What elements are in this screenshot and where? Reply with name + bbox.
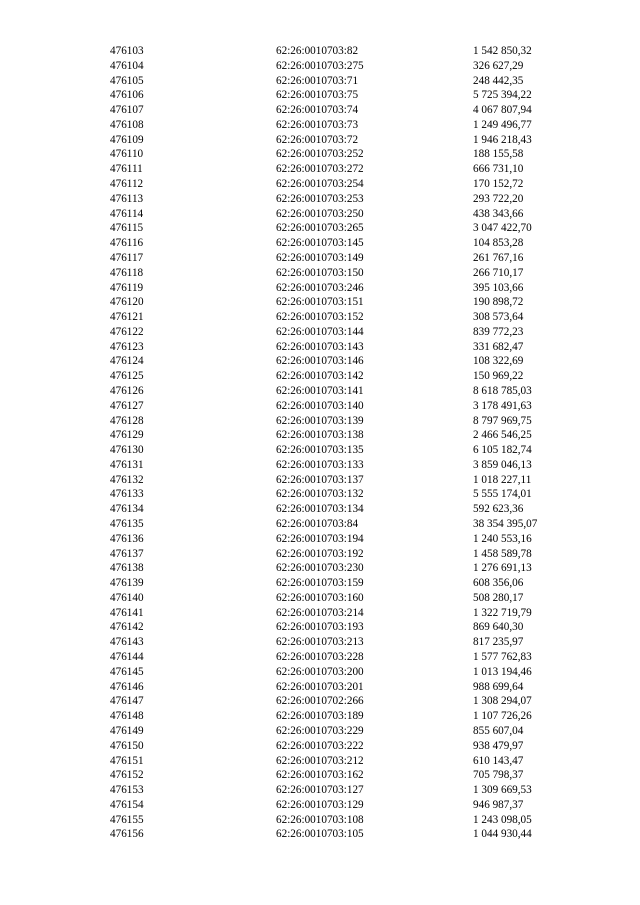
- record-number-cell: 476104: [110, 59, 144, 72]
- record-number-cell: 476122: [110, 325, 144, 338]
- table-row: [0, 473, 640, 488]
- cadastral-number-cell: 62:26:0010703:201: [276, 680, 364, 693]
- cadastral-value-cell: 3 047 422,70: [473, 222, 532, 235]
- cadastral-number-cell: 62:26:0010703:143: [276, 340, 364, 353]
- table-row: [0, 428, 640, 443]
- record-number-cell: 476152: [110, 769, 144, 782]
- cadastral-value-cell: 108 322,69: [473, 355, 524, 368]
- cadastral-value-cell: 817 235,97: [473, 636, 524, 649]
- cadastral-number-cell: 62:26:0010703:214: [276, 606, 364, 619]
- record-number-cell: 476153: [110, 784, 144, 797]
- record-number-cell: 476108: [110, 118, 144, 131]
- cadastral-value-cell: 1 458 589,78: [473, 547, 532, 560]
- cadastral-value-cell: 190 898,72: [473, 296, 524, 309]
- table-row: [0, 680, 640, 695]
- cadastral-number-cell: 62:26:0010703:150: [276, 266, 364, 279]
- table-row: [0, 295, 640, 310]
- cadastral-value-cell: 6 105 182,74: [473, 444, 532, 457]
- record-number-cell: 476126: [110, 384, 144, 397]
- cadastral-value-cell: 1 276 691,13: [473, 562, 532, 575]
- cadastral-value-cell: 1 240 553,16: [473, 532, 532, 545]
- record-number-cell: 476130: [110, 444, 144, 457]
- cadastral-number-cell: 62:26:0010703:192: [276, 547, 364, 560]
- cadastral-number-cell: 62:26:0010703:212: [276, 754, 364, 767]
- record-number-cell: 476112: [110, 178, 144, 191]
- cadastral-number-cell: 62:26:0010703:74: [276, 104, 359, 117]
- record-number-cell: 476146: [110, 680, 144, 693]
- cadastral-number-cell: 62:26:0010703:144: [276, 325, 364, 338]
- cadastral-number-cell: 62:26:0010703:71: [276, 74, 359, 87]
- cadastral-number-cell: 62:26:0010703:138: [276, 429, 364, 442]
- record-number-cell: 476137: [110, 547, 144, 560]
- table-row: [0, 724, 640, 739]
- cadastral-value-cell: 2 466 546,25: [473, 429, 532, 442]
- cadastral-value-cell: 395 103,66: [473, 281, 524, 294]
- cadastral-number-cell: 62:26:0010703:142: [276, 370, 364, 383]
- table-row: [0, 591, 640, 606]
- cadastral-number-cell: 62:26:0010703:139: [276, 414, 364, 427]
- table-row: [0, 487, 640, 502]
- record-number-cell: 476155: [110, 813, 144, 826]
- cadastral-value-cell: 293 722,20: [473, 192, 524, 205]
- cadastral-value-cell: 839 772,23: [473, 325, 524, 338]
- record-number-cell: 476113: [110, 192, 144, 205]
- table-row: [0, 606, 640, 621]
- cadastral-value-cell: 705 798,37: [473, 769, 524, 782]
- cadastral-number-cell: 62:26:0010703:253: [276, 192, 364, 205]
- table-row: [0, 650, 640, 665]
- cadastral-value-cell: 5 725 394,22: [473, 89, 532, 102]
- table-row: [0, 88, 640, 103]
- table-row: [0, 118, 640, 133]
- cadastral-value-cell: 331 682,47: [473, 340, 524, 353]
- cadastral-number-cell: 62:26:0010703:137: [276, 473, 364, 486]
- cadastral-number-cell: 62:26:0010703:152: [276, 311, 364, 324]
- cadastral-number-cell: 62:26:0010703:230: [276, 562, 364, 575]
- record-number-cell: 476149: [110, 724, 144, 737]
- cadastral-value-cell: 946 987,37: [473, 798, 524, 811]
- record-number-cell: 476148: [110, 710, 144, 723]
- cadastral-value-cell: 1 243 098,05: [473, 813, 532, 826]
- table-row: [0, 325, 640, 340]
- table-row: [0, 133, 640, 148]
- cadastral-number-cell: 62:26:0010703:222: [276, 739, 364, 752]
- cadastral-value-cell: 1 309 669,53: [473, 784, 532, 797]
- table-row: [0, 798, 640, 813]
- record-number-cell: 476135: [110, 518, 144, 530]
- table-row: [0, 709, 640, 724]
- table-row: [0, 147, 640, 162]
- cadastral-number-cell: 62:26:0010703:129: [276, 798, 364, 811]
- table-row: [0, 207, 640, 222]
- cadastral-value-cell: 5 555 174,01: [473, 488, 532, 501]
- cadastral-number-cell: 62:26:0010703:160: [276, 591, 364, 604]
- cadastral-number-cell: 62:26:0010703:272: [276, 163, 364, 176]
- table-row: [0, 162, 640, 177]
- table-row: [0, 665, 640, 680]
- record-number-cell: 476139: [110, 577, 144, 590]
- cadastral-value-cell: 1 322 719,79: [473, 606, 532, 619]
- cadastral-number-cell: 62:26:0010703:127: [276, 784, 364, 797]
- table-row: [0, 532, 640, 547]
- record-number-cell: 476134: [110, 503, 144, 516]
- cadastral-number-cell: 62:26:0010703:194: [276, 532, 364, 545]
- cadastral-value-cell: 1 044 930,44: [473, 828, 532, 841]
- table-row: [0, 635, 640, 650]
- record-number-cell: 476123: [110, 340, 144, 353]
- record-number-cell: 476144: [110, 651, 144, 664]
- record-number-cell: 476119: [110, 281, 144, 294]
- record-number-cell: 476138: [110, 562, 144, 575]
- record-number-cell: 476117: [110, 251, 144, 264]
- cadastral-number-cell: 62:26:0010703:250: [276, 207, 364, 220]
- table-row: [0, 340, 640, 355]
- record-number-cell: 476147: [110, 695, 144, 708]
- cadastral-number-cell: 62:26:0010703:141: [276, 384, 364, 397]
- table-row: [0, 620, 640, 635]
- cadastral-value-cell: 248 442,35: [473, 74, 524, 87]
- cadastral-number-cell: 62:26:0010703:134: [276, 503, 364, 516]
- record-number-cell: 476140: [110, 591, 144, 604]
- cadastral-value-cell: 1 107 726,26: [473, 710, 532, 723]
- record-number-cell: 476124: [110, 355, 144, 368]
- record-number-cell: 476128: [110, 414, 144, 427]
- record-number-cell: 476131: [110, 458, 144, 471]
- table-row: [0, 754, 640, 769]
- record-number-cell: 476143: [110, 636, 144, 649]
- table-row: [0, 783, 640, 798]
- cadastral-number-cell: 62:26:0010703:105: [276, 828, 364, 841]
- cadastral-value-cell: 38 354 395,07: [473, 518, 538, 530]
- table-row: [0, 458, 640, 473]
- table-row: [0, 369, 640, 384]
- record-number-cell: 476109: [110, 133, 144, 146]
- cadastral-number-cell: 62:26:0010703:132: [276, 488, 364, 501]
- cadastral-value-cell: 150 969,22: [473, 370, 524, 383]
- cadastral-value-cell: 438 343,66: [473, 207, 524, 220]
- record-number-cell: 476106: [110, 89, 144, 102]
- cadastral-value-cell: 608 356,06: [473, 577, 524, 590]
- cadastral-number-cell: 62:26:0010703:229: [276, 724, 364, 737]
- cadastral-value-cell: 610 143,47: [473, 754, 524, 767]
- cadastral-number-cell: 62:26:0010703:146: [276, 355, 364, 368]
- cadastral-number-cell: 62:26:0010703:72: [276, 133, 359, 146]
- record-number-cell: 476120: [110, 296, 144, 309]
- document-table: [0, 44, 640, 842]
- record-number-cell: 476107: [110, 104, 144, 117]
- cadastral-value-cell: 308 573,64: [473, 311, 524, 324]
- record-number-cell: 476121: [110, 311, 144, 324]
- cadastral-value-cell: 266 710,17: [473, 266, 524, 279]
- table-row: [0, 236, 640, 251]
- record-number-cell: 476116: [110, 237, 144, 250]
- cadastral-number-cell: 62:26:0010703:193: [276, 621, 364, 634]
- table-row: [0, 739, 640, 754]
- cadastral-number-cell: 62:26:0010703:151: [276, 296, 364, 309]
- table-row: [0, 354, 640, 369]
- table-row: [0, 576, 640, 591]
- table-row: [0, 414, 640, 429]
- table-row: [0, 517, 640, 532]
- cadastral-number-cell: 62:26:0010703:228: [276, 651, 364, 664]
- cadastral-value-cell: 1 013 194,46: [473, 665, 532, 678]
- cadastral-number-cell: 62:26:0010703:246: [276, 281, 364, 294]
- cadastral-value-cell: 1 308 294,07: [473, 695, 532, 708]
- table-row: [0, 221, 640, 236]
- table-row: [0, 310, 640, 325]
- cadastral-value-cell: 4 067 807,94: [473, 104, 532, 117]
- cadastral-number-cell: 62:26:0010702:266: [276, 695, 364, 708]
- cadastral-value-cell: 988 699,64: [473, 680, 524, 693]
- cadastral-value-cell: 666 731,10: [473, 163, 524, 176]
- cadastral-number-cell: 62:26:0010703:189: [276, 710, 364, 723]
- cadastral-number-cell: 62:26:0010703:252: [276, 148, 364, 161]
- table-row: [0, 561, 640, 576]
- record-number-cell: 476154: [110, 798, 144, 811]
- cadastral-value-cell: 1 946 218,43: [473, 133, 532, 146]
- cadastral-value-cell: 938 479,97: [473, 739, 524, 752]
- record-number-cell: 476133: [110, 488, 144, 501]
- cadastral-value-cell: 104 853,28: [473, 237, 524, 250]
- cadastral-number-cell: 62:26:0010703:84: [276, 518, 359, 530]
- table-row: [0, 502, 640, 517]
- cadastral-number-cell: 62:26:0010703:200: [276, 665, 364, 678]
- cadastral-value-cell: 8 618 785,03: [473, 384, 532, 397]
- cadastral-number-cell: 62:26:0010703:133: [276, 458, 364, 471]
- record-number-cell: 476105: [110, 74, 144, 87]
- record-number-cell: 476114: [110, 207, 144, 220]
- table-row: [0, 74, 640, 89]
- table-row: [0, 813, 640, 828]
- table-row: [0, 192, 640, 207]
- table-row: [0, 443, 640, 458]
- table-row: [0, 694, 640, 709]
- cadastral-value-cell: 3 859 046,13: [473, 458, 532, 471]
- cadastral-number-cell: 62:26:0010703:75: [276, 89, 359, 102]
- cadastral-value-cell: 326 627,29: [473, 59, 524, 72]
- cadastral-number-cell: 62:26:0010703:140: [276, 399, 364, 412]
- record-number-cell: 476145: [110, 665, 144, 678]
- cadastral-number-cell: 62:26:0010703:254: [276, 178, 364, 191]
- cadastral-number-cell: 62:26:0010703:149: [276, 251, 364, 264]
- cadastral-value-cell: 3 178 491,63: [473, 399, 532, 412]
- table-row: [0, 281, 640, 296]
- table-row: [0, 59, 640, 74]
- cadastral-value-cell: 1 018 227,11: [473, 473, 532, 486]
- table-row: [0, 266, 640, 281]
- cadastral-value-cell: 1 577 762,83: [473, 651, 532, 664]
- table-row: [0, 44, 640, 59]
- record-number-cell: 476156: [110, 828, 144, 841]
- record-number-cell: 476142: [110, 621, 144, 634]
- cadastral-value-cell: 170 152,72: [473, 178, 524, 191]
- record-number-cell: 476136: [110, 532, 144, 545]
- cadastral-value-cell: 508 280,17: [473, 591, 524, 604]
- cadastral-value-cell: 855 607,04: [473, 724, 524, 737]
- record-number-cell: 476103: [110, 45, 144, 57]
- table-row: [0, 251, 640, 266]
- cadastral-number-cell: 62:26:0010703:213: [276, 636, 364, 649]
- record-number-cell: 476115: [110, 222, 144, 235]
- record-number-cell: 476110: [110, 148, 144, 161]
- cadastral-number-cell: 62:26:0010703:145: [276, 237, 364, 250]
- table-row: [0, 768, 640, 783]
- cadastral-number-cell: 62:26:0010703:135: [276, 444, 364, 457]
- record-number-cell: 476129: [110, 429, 144, 442]
- cadastral-value-cell: 592 623,36: [473, 503, 524, 516]
- table-row: [0, 547, 640, 562]
- cadastral-number-cell: 62:26:0010703:108: [276, 813, 364, 826]
- table-row: [0, 103, 640, 118]
- record-number-cell: 476118: [110, 266, 144, 279]
- table-row: [0, 177, 640, 192]
- cadastral-value-cell: 869 640,30: [473, 621, 524, 634]
- record-number-cell: 476151: [110, 754, 144, 767]
- record-number-cell: 476141: [110, 606, 144, 619]
- cadastral-number-cell: 62:26:0010703:159: [276, 577, 364, 590]
- record-number-cell: 476125: [110, 370, 144, 383]
- cadastral-value-cell: 8 797 969,75: [473, 414, 532, 427]
- record-number-cell: 476150: [110, 739, 144, 752]
- table-row: [0, 827, 640, 842]
- cadastral-value-cell: 188 155,58: [473, 148, 524, 161]
- record-number-cell: 476111: [110, 163, 143, 176]
- cadastral-number-cell: 62:26:0010703:275: [276, 59, 364, 72]
- cadastral-number-cell: 62:26:0010703:162: [276, 769, 364, 782]
- table-row: [0, 384, 640, 399]
- cadastral-number-cell: 62:26:0010703:73: [276, 118, 359, 131]
- cadastral-number-cell: 62:26:0010703:265: [276, 222, 364, 235]
- cadastral-value-cell: 1 542 850,32: [473, 45, 532, 57]
- record-number-cell: 476127: [110, 399, 144, 412]
- cadastral-value-cell: 261 767,16: [473, 251, 524, 264]
- table-row: [0, 399, 640, 414]
- cadastral-number-cell: 62:26:0010703:82: [276, 45, 359, 57]
- cadastral-value-cell: 1 249 496,77: [473, 118, 532, 131]
- record-number-cell: 476132: [110, 473, 144, 486]
